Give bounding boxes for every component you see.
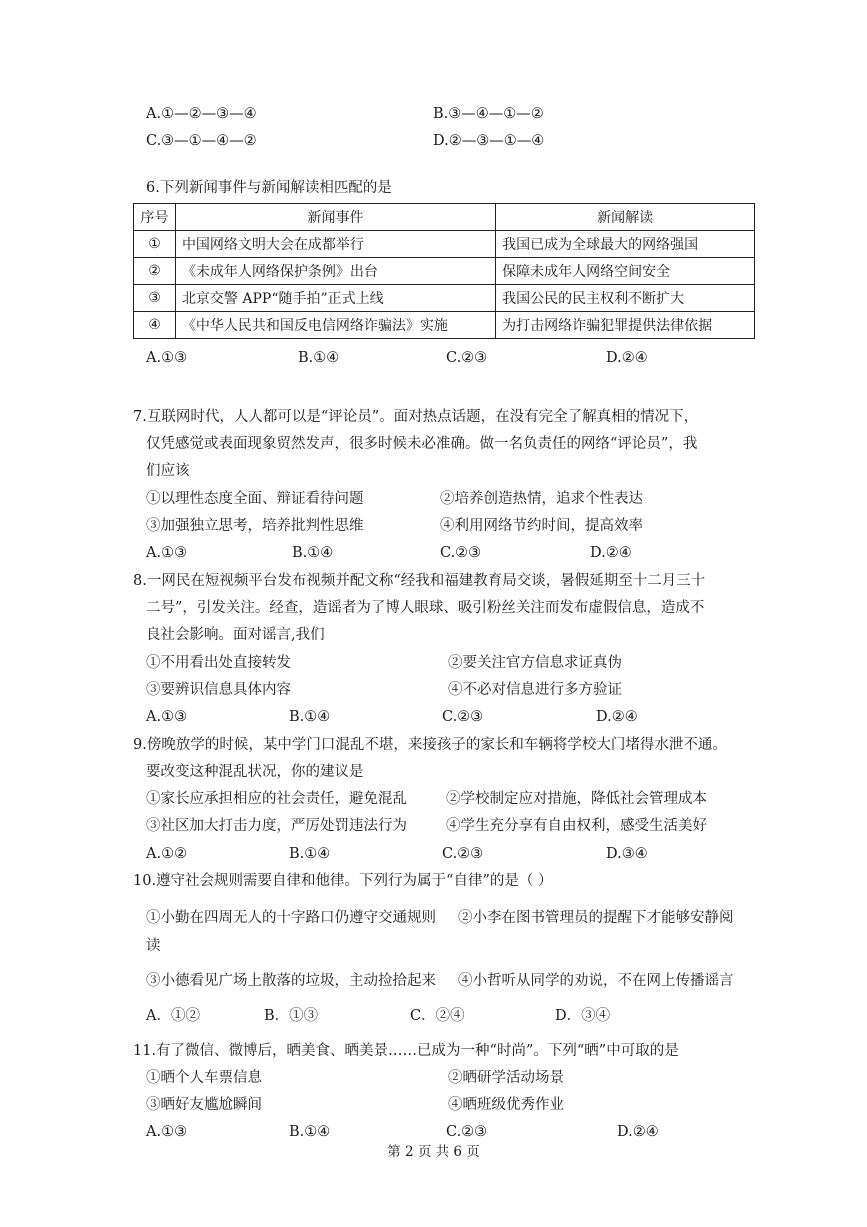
row-interpretation: 我国已成为全球最大的网络强国 <box>496 231 755 258</box>
row-index: ③ <box>134 285 176 312</box>
q7-option-d: D.②④ <box>590 545 632 561</box>
row-event: 中国网络文明大会在成都举行 <box>175 231 495 258</box>
row-event: 《中华人民共和国反电信网络诈骗法》实施 <box>175 312 495 339</box>
q8-item: ②要关注官方信息求证真伪 <box>448 655 622 671</box>
q10-stem: 10.遵守社会规则需要自律和他律。下列行为属于“自律”的是（ ） <box>133 873 553 889</box>
row-event: 北京交警 APP“随手拍”正式上线 <box>175 285 495 312</box>
q6-option-c: C.②③ <box>446 350 488 366</box>
q7-item: ②培养创造热情，追求个性表达 <box>440 491 643 507</box>
header-interpretation: 新闻解读 <box>496 204 755 231</box>
q8-option-b: B.①④ <box>289 709 331 725</box>
row-interpretation: 保障未成年人网络空间安全 <box>496 258 755 285</box>
q5-option-a: A.①—②—③—④ <box>146 106 257 122</box>
q11-option-a: A.①③ <box>146 1124 188 1140</box>
q6-stem: 6.下列新闻事件与新闻解读相匹配的是 <box>146 180 392 196</box>
q5-option-b: B.③—④—①—② <box>433 106 544 122</box>
q7-stem-line: 仅凭感觉或表面现象贸然发声，很多时候未必准确。做一名负责任的网络“评论员”，我 <box>146 436 698 452</box>
q9-option-c: C.②③ <box>442 846 484 862</box>
q8-stem-line: 8.一网民在短视频平台发布视频并配文称“经我和福建教育局交谈，暑假延期至十二月三十 <box>133 573 706 589</box>
q8-option-a: A.①③ <box>146 709 188 725</box>
q8-item: ①不用看出处直接转发 <box>146 655 291 671</box>
row-index: ② <box>134 258 176 285</box>
q7-stem-line: 7.互联网时代，人人都可以是“评论员”。面对热点话题，在没有完全了解真相的情况下， <box>133 409 699 425</box>
q11-option-d: D.②④ <box>617 1124 659 1140</box>
header-event: 新闻事件 <box>175 204 495 231</box>
q7-stem-line: 们应该 <box>146 463 190 479</box>
q9-stem-line: 要改变这种混乱状况，你的建议是 <box>146 764 364 780</box>
q7-item: ①以理性态度全面、辩证看待问题 <box>146 491 364 507</box>
q9-option-d: D.③④ <box>606 846 648 862</box>
q11-item: ②晒研学活动场景 <box>448 1070 564 1086</box>
q5-option-c: C.③—①—④—② <box>146 133 257 149</box>
q9-option-b: B.①④ <box>289 846 331 862</box>
q10-option-b: B．①③ <box>264 1008 319 1024</box>
q6-option-d: D.②④ <box>606 350 648 366</box>
q11-option-c: C.②③ <box>446 1124 488 1140</box>
q5-option-d: D.②—③—①—④ <box>433 133 545 149</box>
q7-option-c: C.②③ <box>440 545 482 561</box>
q10-item: ①小勤在四周无人的十字路口仍遵守交通规则 <box>146 910 436 926</box>
row-index: ① <box>134 231 176 258</box>
q9-option-a: A.①② <box>146 846 188 862</box>
q9-item: ④学生充分享有自由权利，感受生活美好 <box>446 818 707 834</box>
q8-option-c: C.②③ <box>442 709 484 725</box>
q7-item: ④利用网络节约时间，提高效率 <box>440 518 643 534</box>
row-event: 《未成年人网络保护条例》出台 <box>175 258 495 285</box>
q8-option-d: D.②④ <box>596 709 638 725</box>
q9-item: ②学校制定应对措施，降低社会管理成本 <box>446 791 707 807</box>
q10-item-continuation: 读 <box>146 938 161 954</box>
table-row <box>134 258 755 285</box>
q7-option-a: A.①③ <box>146 545 188 561</box>
q10-item: ②小李在图书管理员的提醒下才能够安静阅 <box>458 910 734 926</box>
q8-item: ③要辨识信息具体内容 <box>146 682 291 698</box>
q10-item: ④小哲听从同学的劝说，不在网上传播谣言 <box>458 973 734 989</box>
table-row <box>134 231 755 258</box>
q8-stem-line: 二号”，引发关注。经查，造谣者为了博人眼球、吸引粉丝关注而发布虚假信息，造成不 <box>146 600 705 616</box>
q10-option-a: A．①② <box>146 1008 200 1024</box>
q11-stem: 11.有了微信、微博后，晒美食、晒美景……已成为一种“时尚”。下列“晒”中可取的是 <box>133 1043 679 1059</box>
header-index: 序号 <box>134 204 176 231</box>
q10-option-c: C．②④ <box>410 1008 465 1024</box>
q11-option-b: B.①④ <box>289 1124 331 1140</box>
q7-option-b: B.①④ <box>292 545 334 561</box>
q6-option-a: A.①③ <box>146 350 188 366</box>
q11-item: ④晒班级优秀作业 <box>448 1097 564 1113</box>
q8-stem-line: 良社会影响。面对谣言,我们 <box>146 627 325 643</box>
q11-item: ③晒好友尴尬瞬间 <box>146 1097 262 1113</box>
q10-item: ③小德看见广场上散落的垃圾，主动捡拾起来 <box>146 973 436 989</box>
q9-item: ①家长应承担相应的社会责任，避免混乱 <box>146 791 407 807</box>
q10-option-d: D．③④ <box>555 1008 611 1024</box>
news-table <box>133 203 755 339</box>
table-header-row <box>134 204 755 231</box>
q9-item: ③社区加大打击力度，严厉处罚违法行为 <box>146 818 407 834</box>
q9-stem-line: 9.傍晚放学的时候，某中学门口混乱不堪，来接孩子的家长和车辆将学校大门堵得水泄不通。 <box>133 737 727 753</box>
page-footer: 第 2 页 共 6 页 <box>387 1144 480 1160</box>
q8-item: ④不必对信息进行多方验证 <box>448 682 622 698</box>
row-interpretation: 为打击网络诈骗犯罪提供法律依据 <box>496 312 755 339</box>
table-row <box>134 312 755 339</box>
table-row <box>134 285 755 312</box>
q7-item: ③加强独立思考，培养批判性思维 <box>146 518 364 534</box>
row-index: ④ <box>134 312 176 339</box>
q11-item: ①晒个人车票信息 <box>146 1070 262 1086</box>
q6-option-b: B.①④ <box>298 350 340 366</box>
row-interpretation: 我国公民的民主权利不断扩大 <box>496 285 755 312</box>
